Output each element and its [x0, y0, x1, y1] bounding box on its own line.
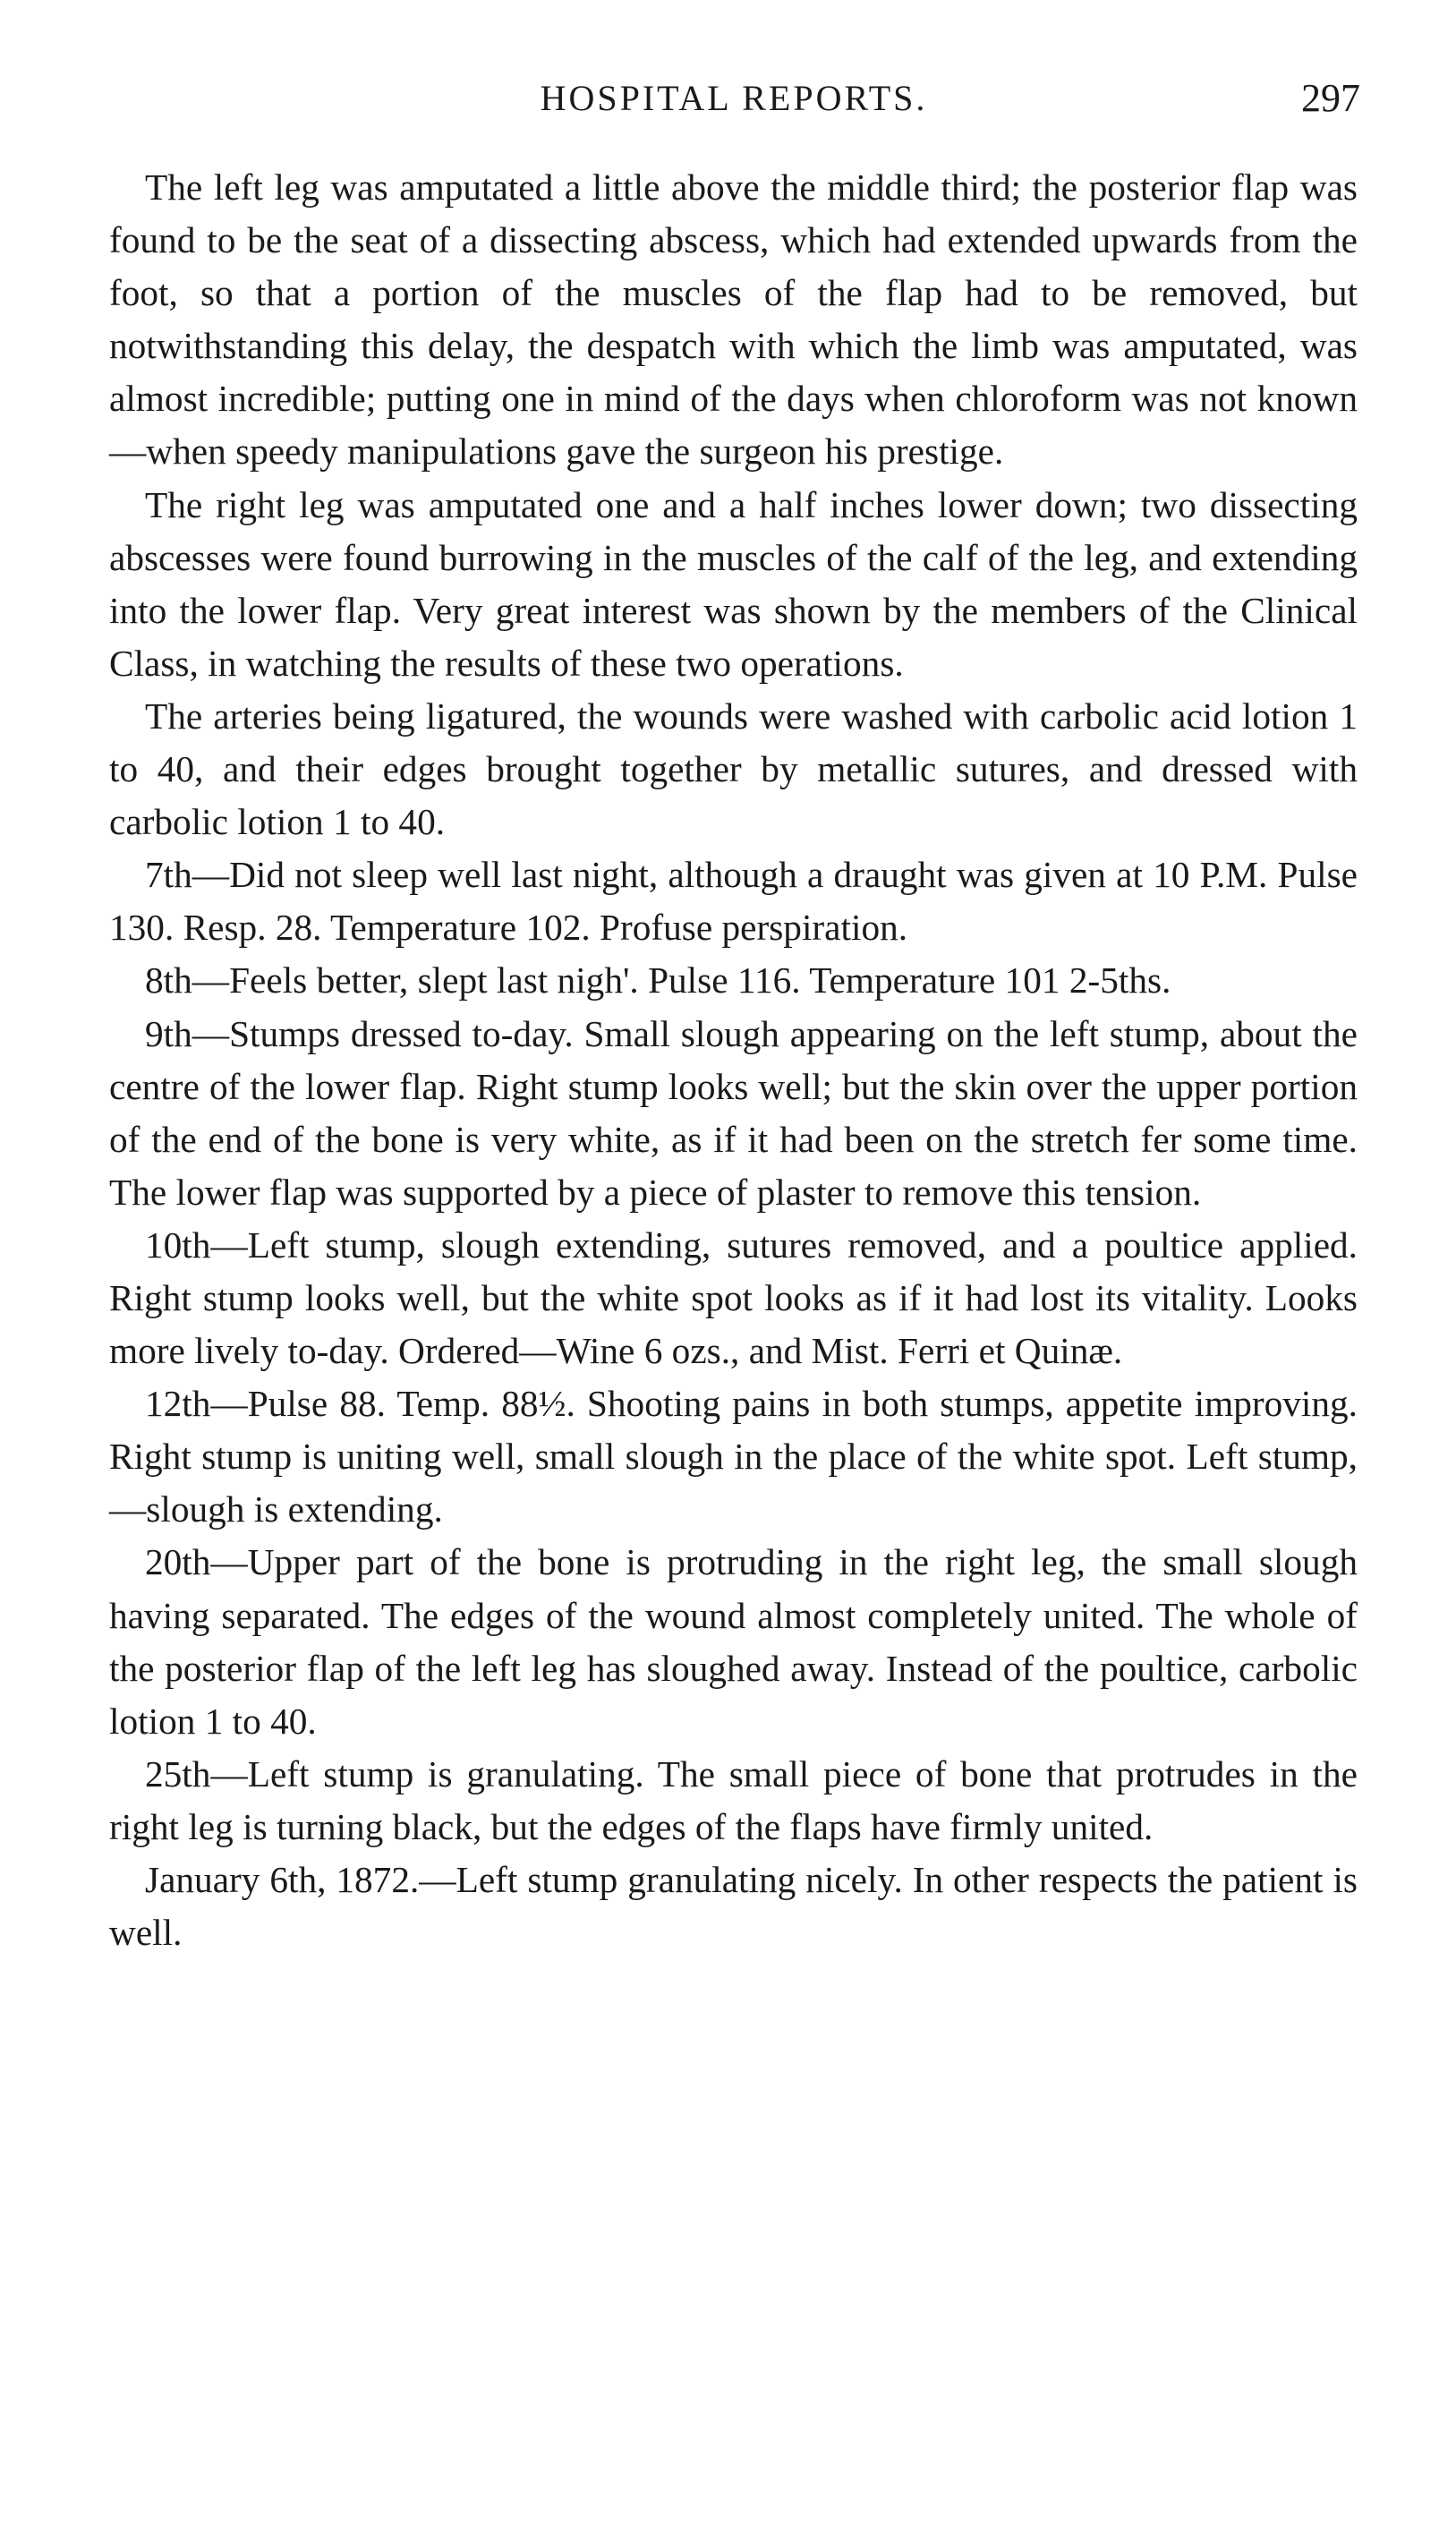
paragraph-amputation-right-leg: The right leg was amputated one and a half inches lower down; two dissecting abscesses were found burrowing in the muscles of the calf of the leg, and extending into the lower flap. Very great interest was shown by the members of the Clinical Class, in watching the results of these two operations.: [109, 483, 1358, 684]
paragraph-entry-25th: 25th—Left stump is granulating. The small piece of bone that protrudes in the right leg is turning black, but the edges of the flaps have firmly united.: [109, 1752, 1358, 1847]
page-number: 297: [1301, 76, 1360, 120]
running-head: [107, 63, 1360, 134]
paragraph-amputation-left-leg: The left leg was amputated a little above the middle third; the posterior flap was found to be the seat of a dissecting abscess, which had extended upwards from the foot, so that a portion of the muscles of the flap had to be removed, but notwithstanding this delay, the despatch with which the limb was amputated, was almost incredible; putting one in mind of the days when chloroform was not known—when speedy manipulations gave the surgeon his prestige.: [109, 166, 1358, 473]
paragraph-entry-7th: 7th—Did not sleep well last night, although a draught was given at 10 P.M. Pulse 130. Resp. 28. Temperature 102. Profuse perspiration.: [109, 854, 1358, 949]
paragraph-ligature-dressing: The arteries being ligatured, the wounds were washed with carbolic acid lotion 1 to 40, and their edges brought together by metallic sutures, and dressed with carbolic lotion 1 to 40.: [109, 695, 1358, 843]
paragraph-entry-8th: 8th—Feels better, slept last nigh'. Pulse 116. Temperature 101 2-5ths.: [145, 959, 1171, 1002]
paragraph-entry-20th: 20th—Upper part of the bone is protruding in the right leg, the small slough having separated. The edges of the wound almost completely united. The whole of the posterior flap of the left leg has sloughed away. Instead of the poultice, carbolic lotion 1 to 40.: [109, 1541, 1358, 1742]
paragraph-entry-january-6th: January 6th, 1872.—Left stump granulating nicely. In other respects the patient is well.: [109, 1859, 1358, 1954]
paragraph-entry-9th: 9th—Stumps dressed to-day. Small slough appearing on the left stump, about the centre of the lower flap. Right stump looks well; but the skin over the upper portion of the end of the bone is very white, as if it had been on the stretch fer some time. The lower flap was supported by a piece of plaster to remove this tension.: [109, 1012, 1358, 1213]
paragraph-entry-10th: 10th—Left stump, slough extending, sutures removed, and a poultice applied. Right stump looks well, but the white spot looks as if it had lost its vitality. Looks more lively to-day. Ordered—Wine 6 ozs., and Mist. Ferri et Quinæ.: [109, 1223, 1358, 1372]
body-text: [109, 161, 1358, 1959]
running-title: HOSPITAL REPORTS.: [540, 78, 928, 118]
paragraph-entry-12th: 12th—Pulse 88. Temp. 88½. Shooting pains in both stumps, appetite improving. Right stump is uniting well, small slough in the place of the white spot. Left stump,—slough is extending.: [109, 1383, 1358, 1530]
